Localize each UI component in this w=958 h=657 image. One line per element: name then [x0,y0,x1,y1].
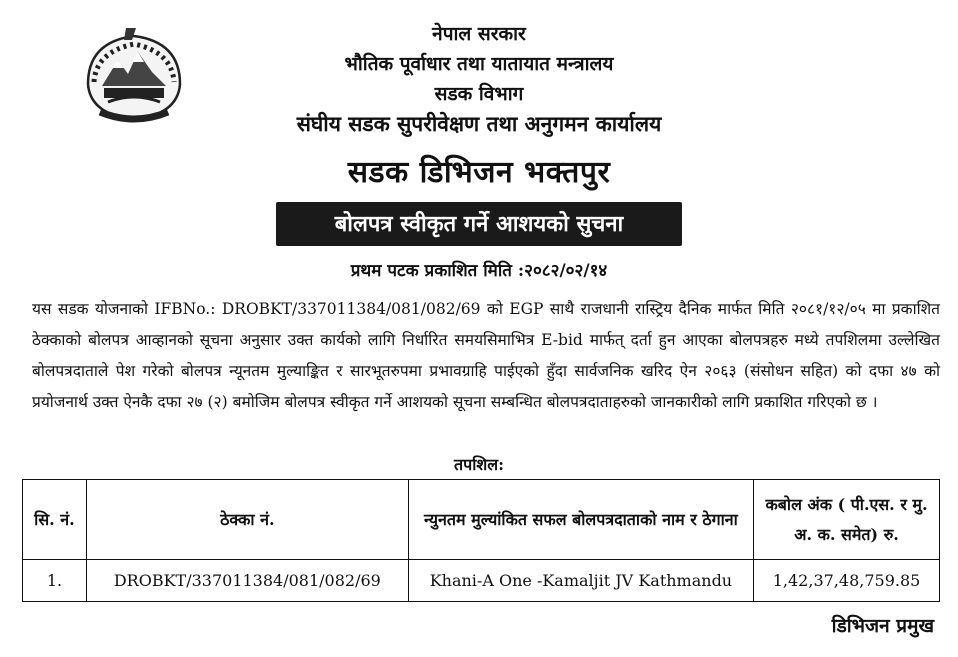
table-row [23,560,940,602]
cell-sn: 1. [23,560,87,602]
header-contract: ठेक्का नं. [86,480,408,560]
bid-table [22,479,940,602]
department-name: सडक विभाग [434,83,524,105]
cell-bidder: Khani-A One -Kamaljit JV Kathmandu [408,560,753,602]
table-title: तपशिल: [454,455,504,474]
publication-date: प्रथम पटक प्रकाशित मिति :२०८२/०२/१४ [350,261,608,281]
notice-title: बोलपत्र स्वीकृत गर्ने आशयको सुचना [276,202,682,246]
government-name: नेपाल सरकार [432,23,526,45]
ministry-name: भौतिक पूर्वाधार तथा यातायात मन्त्रालय [344,53,614,75]
notice-body: यस सडक योजनाको IFBNo.: DROBKT/337011384/081/082/69 को EGP साथै राजधानी रास्ट्रिय दैनिक मार्फत मिति २०८१/१२/०५ मा प्रकाशित ठेक्काको बोलपत्र आव्हानको सूचना अनुसार उक्त कार्यको लागि निर्धारित समयसिमाभित्र E-bid मार्फत् दर्ता हुन आएका बोलपत्रहरु मध्ये तपशिलमा उल्लेखित बोलपत्रदाताले पेश गरेको बोलपत्र न्यूनतम मुल्याङ्कित र सारभूतरुपमा प्रभावग्राहि पाईएको हुँदा सार्वजनिक खरिद ऐन २०६३ (संसोधन सहित) को दफा ४७ को प्रयोजनार्थ उक्त ऐनकै दफा २७ (२) बमोजिम बोलपत्र स्वीकृत गर्ने आशयको सूचना सम्बन्धित बोलपत्रदाताहरुको जानकारीको लागि प्रकाशित गरिएको छ । [32,300,940,411]
header-amount: कबोल अंक ( पी.एस. र मु. अ. क. समेत) रु. [754,480,940,560]
header-bidder: न्युनतम मुल्यांकित सफल बोलपत्रदाताको नाम र ठेगाना [408,480,753,560]
office-name: संघीय सडक सुपरीवेक्षण तथा अनुगमन कार्यालय [296,111,662,136]
division-name: सडक डिभिजन भक्तपुर [347,155,611,190]
table-header-row [23,480,940,560]
cell-contract: DROBKT/337011384/081/082/69 [86,560,408,602]
signature-title: डिभिजन प्रमुख [831,615,934,637]
cell-amount: 1,42,37,48,759.85 [754,560,940,602]
header-sn: सि. नं. [23,480,87,560]
